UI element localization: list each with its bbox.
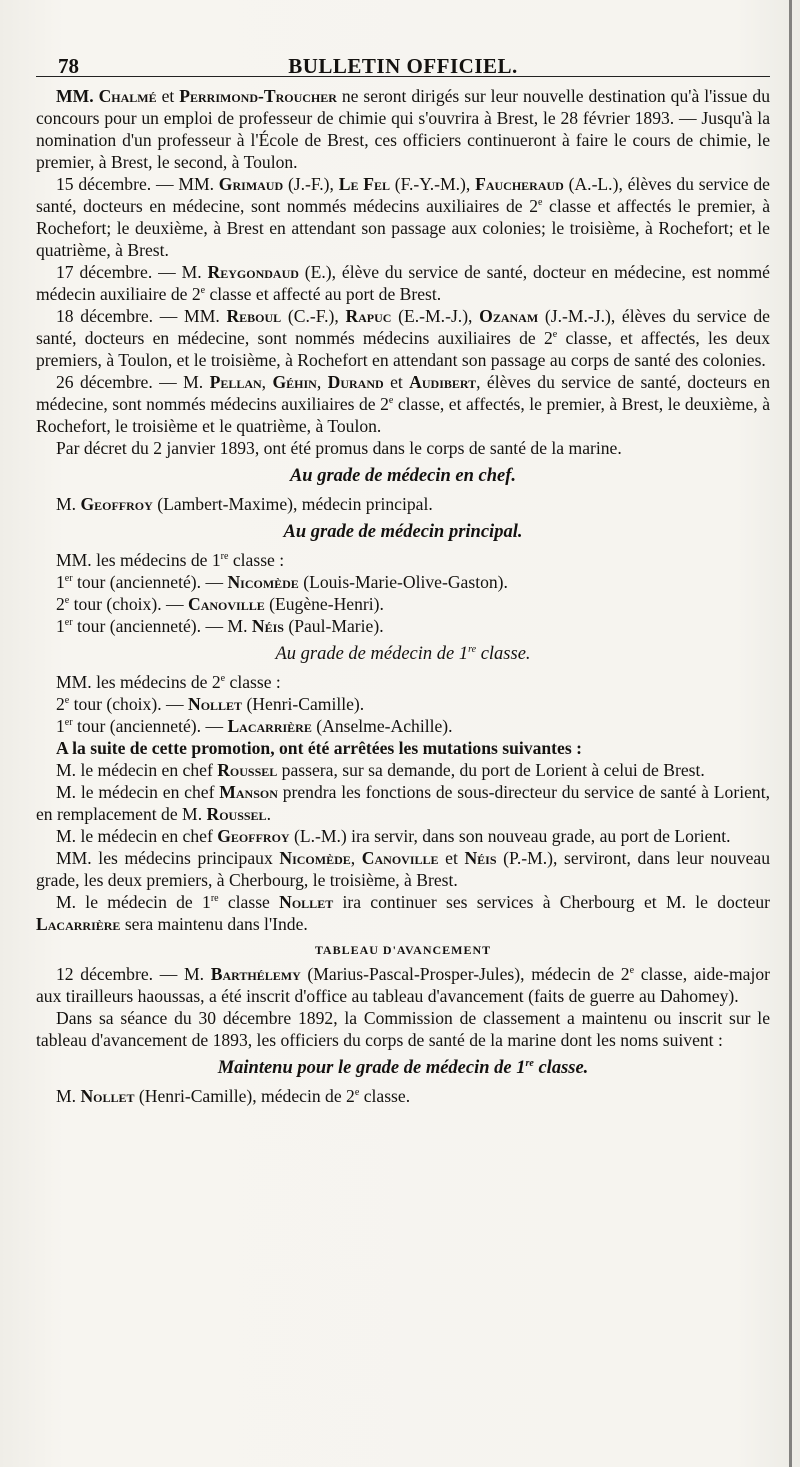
paragraph-17-decembre: 17 décembre. — M. Reygondaud (E.), élève du service de santé, docteur en médecine, est nommé médecin auxiliaire de 2e classe et affecté au port de Brest. xyxy=(36,262,770,304)
paragraph-15-decembre: 15 décembre. — MM. Grimaud (J.-F.), Le Fel (F.-Y.-M.), Faucheraud (A.-L.), élèves du service de santé, docteurs en médecine, sont nommés médecins auxiliaires de 2e classe et affectés le premier, à Rochefort; le deuxième, à Brest en attendant son passage aux colonies; le troisième, à Rochefort; et le quatrième, à Brest. xyxy=(36,174,771,260)
paragraph-lacarriere: 1er tour (ancienneté). — Lacarrière (Anselme-Achille). xyxy=(56,716,453,736)
paragraph-medecins-1re-classe: MM. les médecins de 1re classe : xyxy=(56,550,285,570)
heading-medecin-principal: Au grade de médecin principal. xyxy=(283,522,523,542)
heading-medecin-1re-classe: Au grade de médecin de 1re classe. xyxy=(275,643,531,664)
paragraph-mutations: A la suite de cette promotion, ont été arrêtées les mutations suivantes : xyxy=(56,738,582,758)
paragraph-barthelemy: 12 décembre. — M. Barthélemy (Marius-Pascal-Prosper-Jules), médecin de 2e classe, aide-major aux tirailleurs haoussas, a été inscrit d'office au tableau d'avancement (faits de guerre au Dahomey). xyxy=(36,964,770,1006)
paragraph-nollet-maintenu: M. Nollet (Henri-Camille), médecin de 2e classe. xyxy=(56,1086,411,1106)
page-number: 78 xyxy=(58,54,79,78)
paragraph-18-decembre: 18 décembre. — MM. Reboul (C.-F.), Rapuc (E.-M.-J.), Ozanam (J.-M.-J.), élèves du service de santé, docteurs en médecine, sont nommés médecins auxiliaires de 2e classe, et affectés, les deux premiers, à Toulon, et le troisième, à Rochefort en attendant son passage au corps de santé des colonies. xyxy=(36,306,770,370)
heading-medecin-en-chef: Au grade de médecin en chef. xyxy=(289,466,517,486)
paragraph-nollet: 2e tour (choix). — Nollet (Henri-Camille). xyxy=(56,694,365,714)
paragraph-medecins-2e-classe: MM. les médecins de 2e classe : xyxy=(56,672,281,692)
page-edge-rule xyxy=(789,0,792,1467)
paragraph-medecins-principaux: MM. les médecins principaux Nicomède, Canoville et Néis (P.-M.), serviront, dans leur nouveau grade, les deux premiers, à Cherbourg, le troisième, à Brest. xyxy=(36,848,770,890)
running-title: BULLETIN OFFICIEL. xyxy=(288,54,518,78)
paragraph-roussel: M. le médecin en chef Roussel passera, sur sa demande, du port de Lorient à celui de Brest. xyxy=(56,760,705,780)
paragraph-commission: Dans sa séance du 30 décembre 1892, la Commission de classement a maintenu ou inscrit sur le tableau d'avancement de 1893, les officiers du corps de santé de la marine dont les noms suivent : xyxy=(36,1008,770,1050)
paragraph-nollet-cherbourg: M. le médecin de 1re classe Nollet ira continuer ses services à Cherbourg et M. le docteur Lacarrière sera maintenu dans l'Inde. xyxy=(36,892,770,934)
paragraph-nicomede: 1er tour (ancienneté). — Nicomède (Louis-Marie-Olive-Gaston). xyxy=(56,572,508,592)
paragraph-26-decembre: 26 décembre. — M. Pellan, Géhin, Durand et Audibert, élèves du service de santé, docteurs en médecine, sont nommés médecins auxiliaires de 2e classe, et affectés, le premier, à Brest, le deuxième, à Rochefort, le troisième et le quatrième, à Toulon. xyxy=(36,372,771,436)
paragraph-manson: M. le médecin en chef Manson prendra les fonctions de sous-directeur du service de santé à Lorient, en remplacement de M. Roussel. xyxy=(36,782,770,824)
paragraph-neis: 1er tour (ancienneté). — M. Néis (Paul-Marie). xyxy=(56,616,384,636)
paragraph-geoffroy: M. Geoffroy (Lambert-Maxime), médecin principal. xyxy=(56,494,433,514)
paragraph-chalme: MM. Chalmé et Perrimond-Troucher ne seront dirigés sur leur nouvelle destination qu'à l'issue du concours pour un emploi de professeur de chimie qui s'ouvrira à Brest, le 28 février 1893. — Jusqu'à la nomination d'un professeur à l'École de Brest, ces officiers continueront à faire le cours de chimie, le premier, à Brest, le second, à Toulon. xyxy=(36,86,770,172)
heading-tableau-avancement: TABLEAU D'AVANCEMENT xyxy=(314,943,492,957)
paragraph-geoffroy-lorient: M. le médecin en chef Geoffroy (L.-M.) ira servir, dans son nouveau grade, au port de Lorient. xyxy=(56,826,731,846)
paragraph-canoville: 2e tour (choix). — Canoville (Eugène-Henri). xyxy=(56,594,384,614)
paragraph-decret: Par décret du 2 janvier 1893, ont été promus dans le corps de santé de la marine. xyxy=(56,438,622,458)
heading-maintenu: Maintenu pour le grade de médecin de 1re classe. xyxy=(217,1057,589,1078)
page-header xyxy=(36,40,770,77)
document-body xyxy=(36,85,770,1107)
